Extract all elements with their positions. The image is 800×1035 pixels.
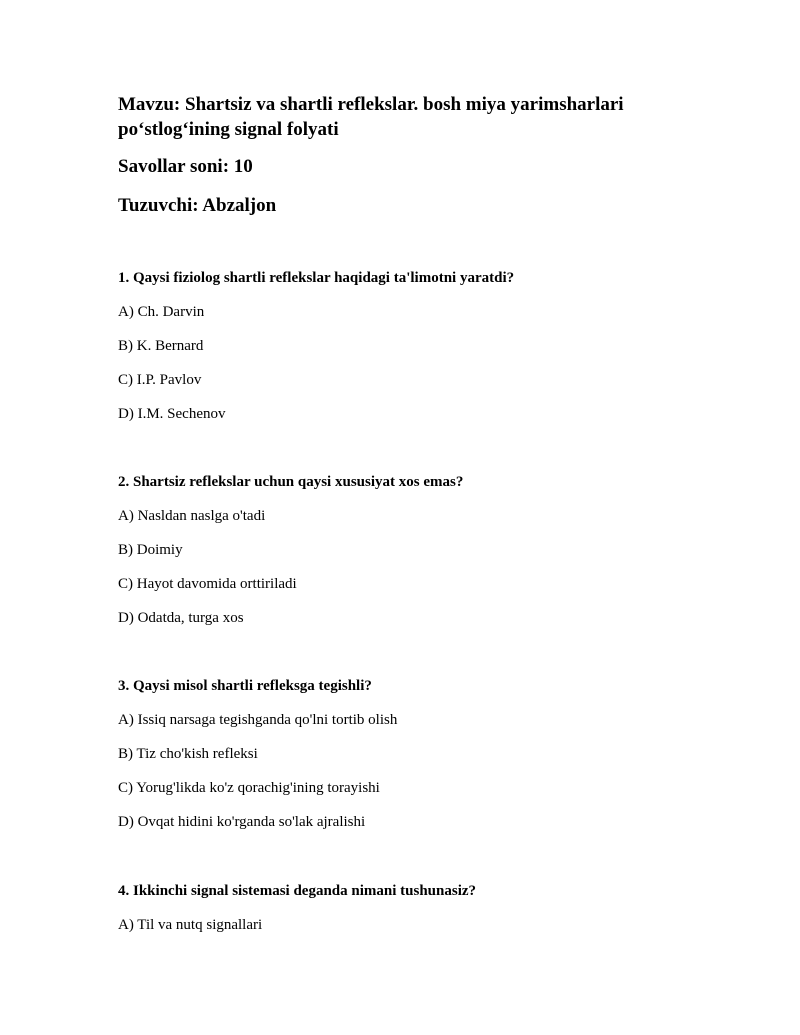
question-block-3 — [118, 676, 678, 832]
question-block-2 — [118, 472, 678, 628]
option-c: C) I.P. Pavlov — [118, 372, 202, 388]
question-block-4 — [118, 881, 678, 935]
question-text: 3. Qaysi misol shartli refleksga tegishli? — [118, 678, 372, 694]
document-page — [118, 92, 678, 935]
option-a: A) Issiq narsaga tegishganda qo'lni tortib olish — [118, 712, 398, 728]
author-line: Tuzuvchi: Abzaljon — [118, 195, 277, 216]
option-d: D) Odatda, turga xos — [118, 610, 244, 626]
option-b: B) Doimiy — [118, 542, 183, 558]
option-b: B) Tiz cho'kish refleksi — [118, 746, 258, 762]
document-title: Mavzu: Shartsiz va shartli reflekslar. bosh miya yarimsharlari po‘stlog‘ining signal folyati — [118, 94, 624, 140]
question-text: 2. Shartsiz reflekslar uchun qaysi xususiyat xos emas? — [118, 474, 464, 490]
option-d: D) Ovqat hidini ko'rganda so'lak ajralishi — [118, 814, 366, 830]
option-a: A) Til va nutq signallari — [118, 917, 263, 933]
question-block-1 — [118, 268, 678, 424]
option-a: A) Nasldan naslga o'tadi — [118, 508, 266, 524]
option-b: B) K. Bernard — [118, 338, 204, 354]
option-c: C) Yorug'likda ko'z qorachig'ining torayishi — [118, 780, 380, 796]
question-count: Savollar soni: 10 — [118, 156, 253, 177]
question-text: 1. Qaysi fiziolog shartli reflekslar haqidagi ta'limotni yaratdi? — [118, 270, 515, 286]
option-c: C) Hayot davomida orttiriladi — [118, 576, 297, 592]
question-text: 4. Ikkinchi signal sistemasi deganda nimani tushunasiz? — [118, 883, 477, 899]
option-a: A) Ch. Darvin — [118, 304, 205, 320]
option-d: D) I.M. Sechenov — [118, 406, 226, 422]
